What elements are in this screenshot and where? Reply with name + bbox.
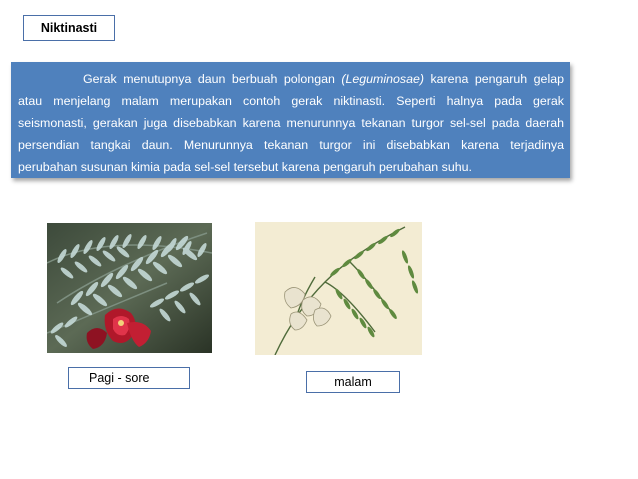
paragraph-line-5: perubahan susunan kimia pada sel-sel tersebut karena pengaruh perubahan suhu. xyxy=(18,160,472,174)
paragraph-text: Gerak menutupnya daun berbuah polongan xyxy=(83,72,342,86)
night-leaves-photo xyxy=(255,222,422,355)
paragraph-line-3: seismonasti, gerakan juga disebabkan karena menurunnya tekanan turgor sel-sel pada daerah xyxy=(18,116,564,130)
paragraph-text: karena pengaruh gelap xyxy=(424,72,564,86)
night-leaves-illustration xyxy=(255,222,422,355)
day-leaves-photo xyxy=(47,223,212,353)
paragraph-line-1 xyxy=(18,68,564,90)
scientific-name: (Leguminosae) xyxy=(341,72,424,86)
slide-title: Niktinasti xyxy=(23,15,115,41)
caption-pagi-sore: Pagi - sore xyxy=(68,367,190,389)
day-leaves-illustration xyxy=(47,223,212,353)
paragraph-line-2: atau menjelang malam merupakan contoh gerak niktinasti. Seperti halnya pada gerak xyxy=(18,94,564,108)
caption-malam: malam xyxy=(306,371,400,393)
description-paragraph xyxy=(11,62,570,178)
paragraph-line-4: persendian tangkai daun. Menurunnya tekanan turgor ini disebabkan karena terjadinya xyxy=(18,138,564,152)
